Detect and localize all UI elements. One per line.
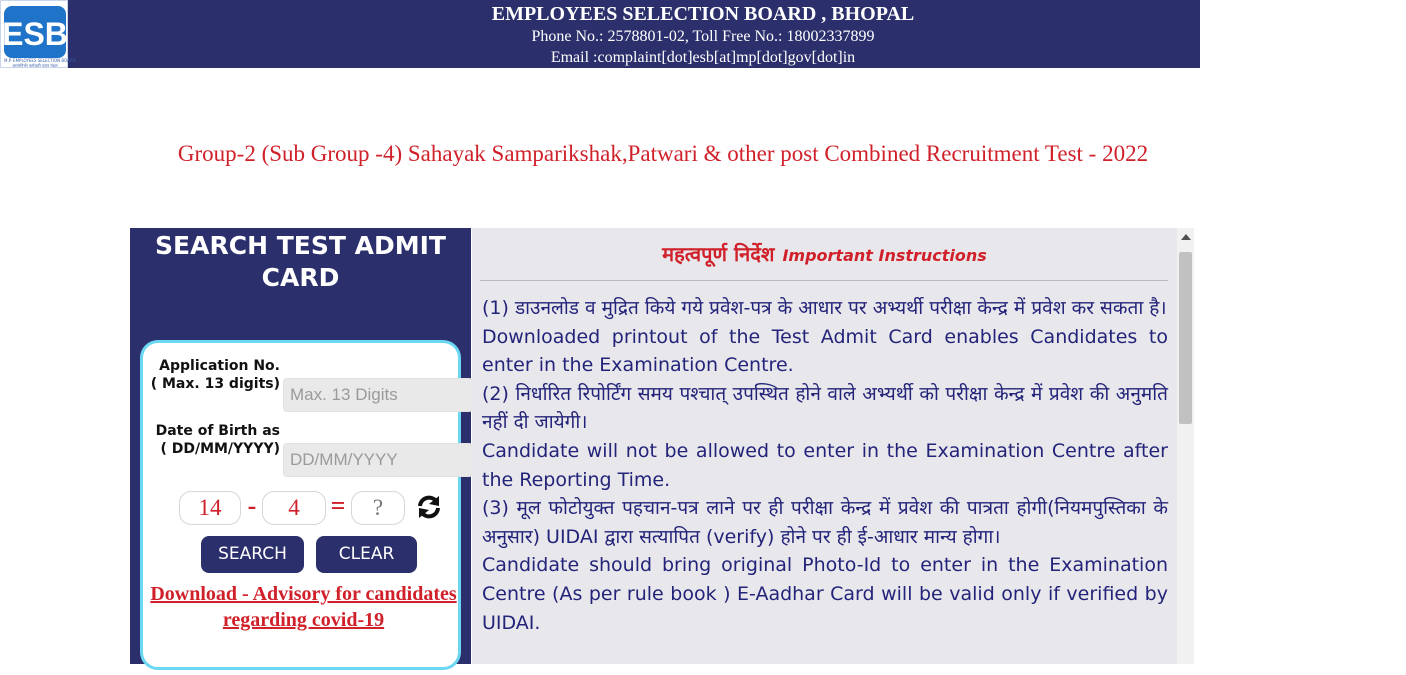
captcha-answer-input[interactable]: [351, 491, 405, 525]
date-of-birth-input[interactable]: [283, 443, 473, 477]
scroll-up-arrow-icon[interactable]: [1181, 234, 1191, 240]
search-form: [140, 340, 461, 670]
application-number-input[interactable]: [283, 378, 473, 412]
captcha-number-1: 14: [179, 491, 241, 525]
instructions-panel: [472, 228, 1177, 664]
clear-button[interactable]: CLEAR: [316, 536, 417, 573]
captcha-number-2: 4: [262, 491, 326, 525]
logo-subtitle: M.P. EMPLOYEES SELECTION BOARD: [4, 58, 76, 63]
instruction-item: Downloaded printout of the Test Admit Card enables Candidates to enter in the Examination Centre.: [482, 325, 1168, 377]
board-email: Email :complaint[dot]esb[at]mp[dot]gov[dot]in: [550, 49, 856, 66]
logo-text: ESB: [2, 16, 68, 52]
instruction-item: Candidate will not be allowed to enter in the Examination Centre after the Reporting Time.: [482, 439, 1168, 491]
instructions-scrollbar[interactable]: [1177, 228, 1194, 664]
refresh-icon[interactable]: [415, 493, 443, 521]
exam-title: Group-2 (Sub Group -4) Sahayak Samparikshak,Patwari & other post Combined Recruitment Test - 2022: [177, 141, 1149, 166]
search-button[interactable]: SEARCH: [201, 536, 304, 573]
instructions-heading-english: Important Instructions: [782, 246, 987, 265]
search-panel-heading: SEARCH TEST ADMIT CARD: [155, 231, 446, 292]
instructions-heading-hindi: महत्वपूर्ण निर्देश: [662, 242, 775, 266]
instructions-body: [482, 294, 1168, 637]
instruction-item: (1) डाउनलोड व मुद्रित किये गये प्रवेश-पत्र के आधार पर अभ्यर्थी परीक्षा केन्द्र में प्रवेश कर सकता है।: [482, 297, 1167, 319]
instructions-divider: [480, 280, 1168, 281]
instruction-item: Candidate should bring original Photo-Id to enter in the Examination Centre (As per rule book ) E-Aadhar Card will be valid only if verified by UIDAI.: [482, 554, 1168, 634]
board-title: EMPLOYEES SELECTION BOARD , BHOPAL: [491, 3, 915, 25]
date-of-birth-label: Date of Birth as ( DD/MM/YYYY): [155, 423, 280, 457]
scroll-thumb[interactable]: [1179, 252, 1192, 424]
captcha-operator: -: [247, 491, 257, 520]
instructions-heading: [472, 240, 1177, 267]
captcha-equals: =: [330, 491, 346, 520]
application-number-label: Application No. ( Max. 13 digits): [150, 358, 280, 392]
site-header: [0, 0, 1200, 68]
instruction-item: (3) मूल फोटोयुक्त पहचान-पत्र लाने पर ही परीक्षा केन्द्र में प्रवेश की पात्रता होगी(नियमपुस्तिका के अनुसार) UIDAI द्वारा सत्यापित (verify) होने पर ही ई-आधार मान्य होगा।: [482, 497, 1168, 548]
search-admit-card-panel: [130, 228, 471, 664]
instruction-item: (2) निर्धारित रिपोर्टिंग समय पश्चात् उपस्थित होने वाले अभ्यर्थी को परीक्षा केन्द्र में प्रवेश की अनुमति नहीं दी जायेगी।: [482, 382, 1168, 434]
board-phone: Phone No.: 2578801-02, Toll Free No.: 18002337899: [531, 28, 875, 45]
logo-tagline: आत्मनिर्भर कर्मचारी चयन मंडल: [12, 63, 58, 68]
covid-advisory-link[interactable]: Download - Advisory for candidates regarding covid-19: [150, 583, 457, 631]
